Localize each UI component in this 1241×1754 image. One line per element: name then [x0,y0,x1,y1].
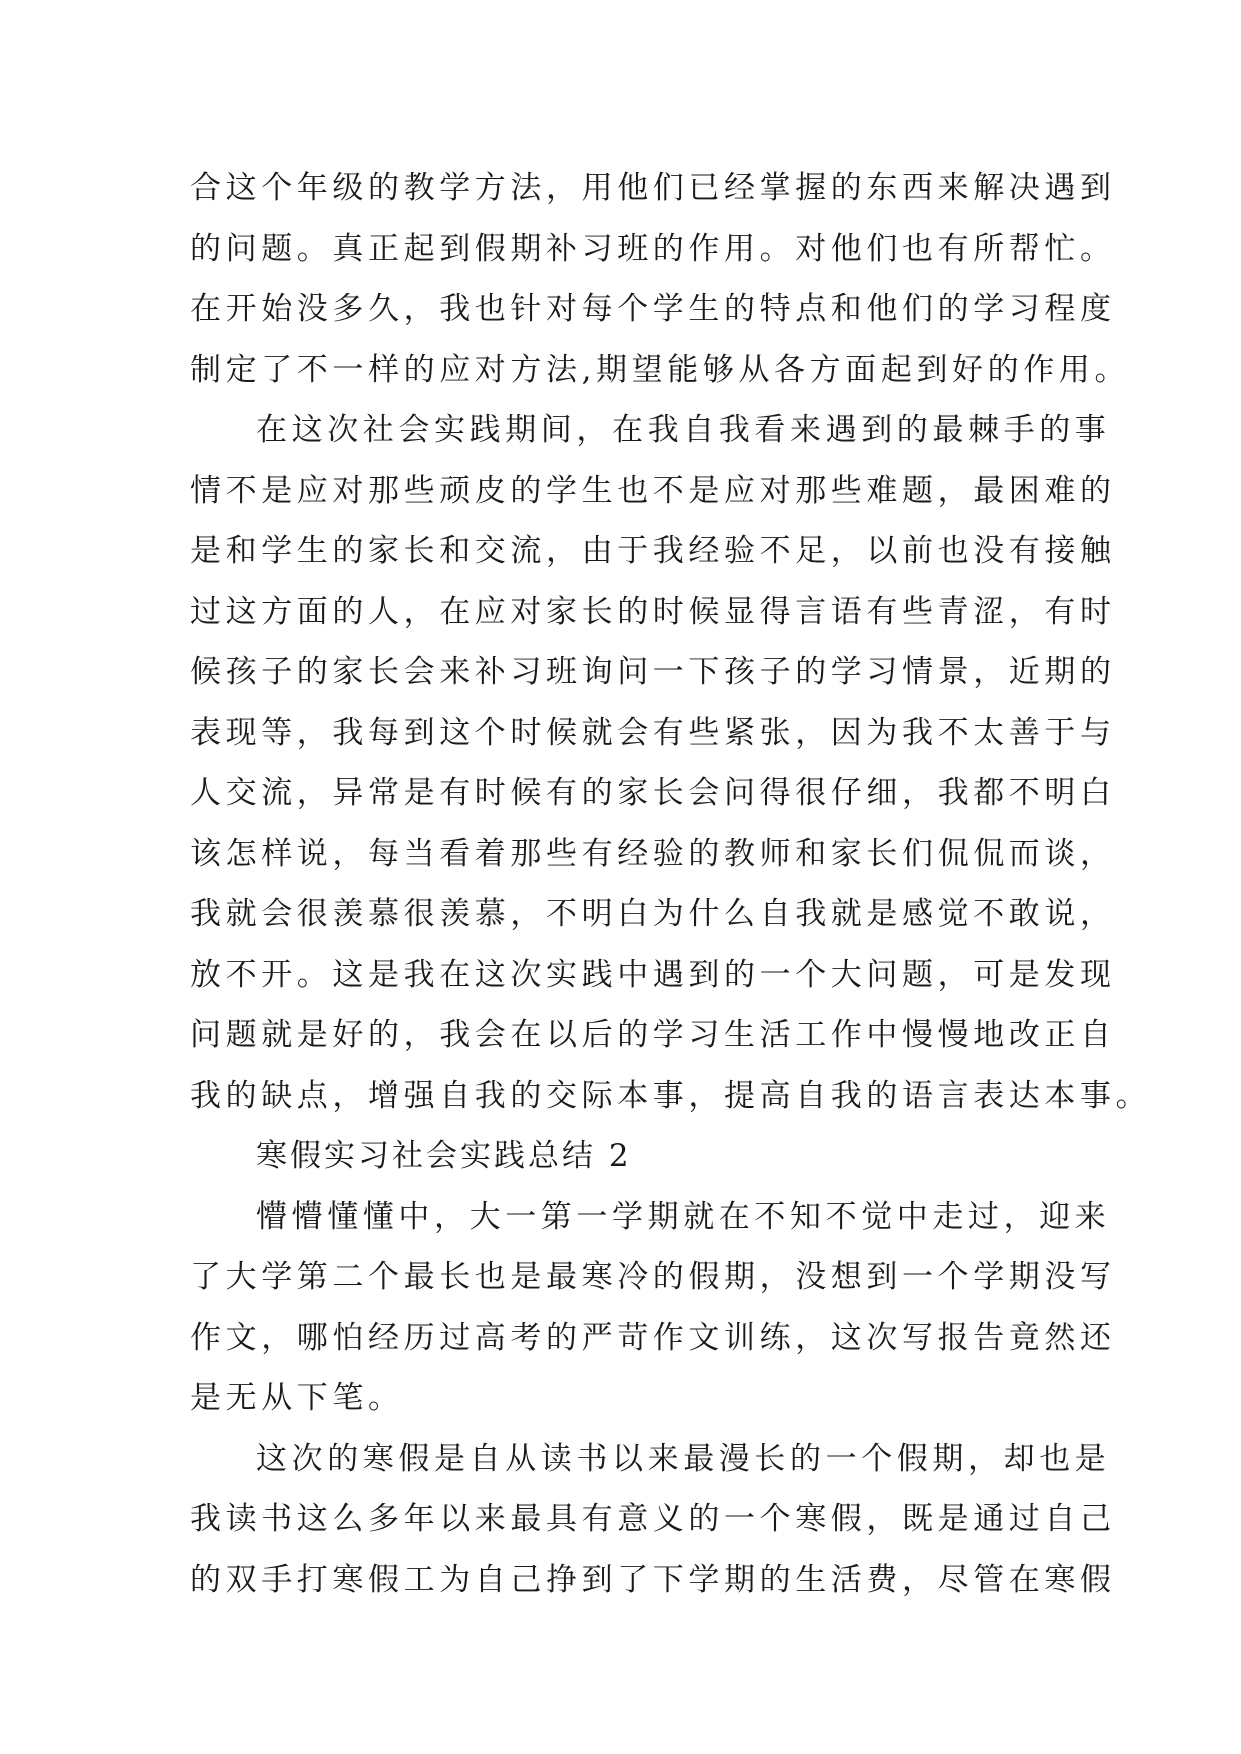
text-line: 的双手打寒假工为自己挣到了下学期的生活费，尽管在寒假 [190,1561,1116,1598]
paragraph-start-line: 在这次社会实践期间，在我自我看来遇到的最棘手的事 [256,412,1111,448]
text-line: 问题就是好的，我会在以后的学习生活工作中慢慢地改正自 [190,1017,1116,1053]
body-text [190,158,1152,1610]
text-line: 合这个年级的教学方法，用他们已经掌握的东西来解决遇到 [190,170,1116,206]
text-line: 在开始没多久，我也针对每个学生的特点和他们的学习程度 [190,291,1116,327]
text-line: 表现等，我每到这个时候就会有些紧张，因为我不太善于与 [190,714,1116,751]
text-line: 的问题。真正起到假期补习班的作用。对他们也有所帮忙。 [190,230,1116,267]
text-line: 我读书这么多年以来最具有意义的一个寒假，既是通过自己 [190,1501,1116,1537]
text-line: 是和学生的家长和交流，由于我经验不足，以前也没有接触 [190,533,1116,569]
text-line: 人交流，异常是有时候有的家长会问得很仔细，我都不明白 [190,775,1116,811]
text-line: 是无从下笔。 [190,1380,404,1416]
paragraph-start-line: 这次的寒假是自从读书以来最漫长的一个假期，却也是 [256,1440,1111,1477]
text-line: 我就会很羡慕很羡慕，不明白为什么自我就是感觉不敢说， [190,896,1116,932]
text-line: 我的缺点，增强自我的交际本事，提高自我的语言表达本事。 [190,1077,1152,1114]
text-line: 放不开。这是我在这次实践中遇到的一个大问题，可是发现 [190,956,1116,993]
text-line: 情不是应对那些顽皮的学生也不是应对那些难题，最困难的 [190,472,1116,509]
section-heading: 寒假实习社会实践总结 2 [256,1138,632,1174]
text-line: 作文，哪怕经历过高考的严苛作文训练，这次写报告竟然还 [190,1319,1116,1356]
text-line: 制定了不一样的应对方法,期望能够从各方面起到好的作用。 [190,351,1131,388]
text-line: 过这方面的人，在应对家长的时候显得言语有些青涩，有时 [190,593,1116,630]
paragraph-start-line: 懵懵懂懂中，大一第一学期就在不知不觉中走过，迎来 [256,1198,1111,1235]
text-line: 了大学第二个最长也是最寒冷的假期，没想到一个学期没写 [190,1259,1116,1295]
text-line: 该怎样说，每当看着那些有经验的教师和家长们侃侃而谈， [190,835,1116,872]
text-line: 候孩子的家长会来补习班询问一下孩子的学习情景，近期的 [190,654,1116,690]
